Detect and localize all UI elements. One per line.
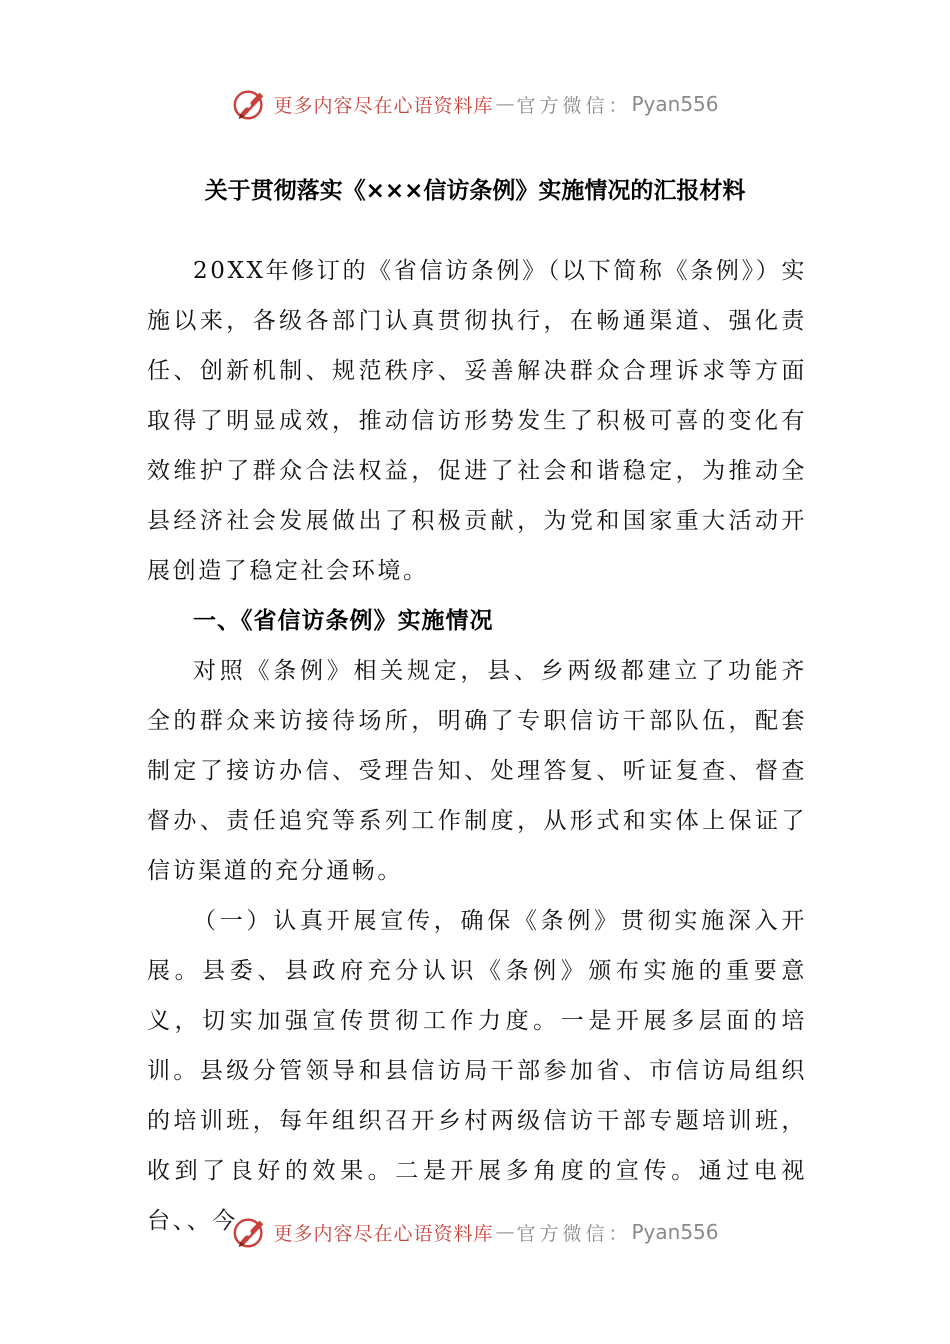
pen-logo-icon: [231, 1213, 269, 1251]
wechat-label: 官方微信：: [516, 1222, 632, 1245]
footer-watermark-banner: [0, 1212, 950, 1252]
section-heading: 一、《省信访条例》实施情况: [193, 608, 494, 634]
pen-logo-icon: [231, 85, 269, 123]
site-name-text: 更多内容尽在心语资料库: [273, 1222, 494, 1245]
document-body: [147, 246, 807, 1246]
wechat-id: Pyan556: [631, 1220, 719, 1244]
document-title: 关于贯彻落实《×××信访条例》实施情况的汇报材料: [204, 178, 746, 204]
paragraph-section-1: 对照《条例》相关规定，县、乡两级都建立了功能齐全的群众来访接待场所，明确了专职信访干部队伍，配套制定了接访办信、受理告知、处理答复、听证复查、督查督办、责任追究等系列工作制度，从形式和实体上保证了信访渠道的充分通畅。: [147, 658, 807, 884]
wechat-id: Pyan556: [631, 92, 719, 116]
paragraph-intro: 20XX年修订的《省信访条例》（以下简称《条例》）实施以来，各级各部门认真贯彻执行，在畅通渠道、强化责任、创新机制、规范秩序、妥善解决群众合理诉求等方面取得了明显成效，推动信访形势发生了积极可喜的变化有效维护了群众合法权益，促进了社会和谐稳定，为推动全县经济社会发展做出了积极贡献，为党和国家重大活动开展创造了稳定社会环境。: [147, 258, 807, 584]
site-name-text: 更多内容尽在心语资料库: [273, 94, 494, 117]
wechat-label: 官方微信：: [516, 94, 632, 117]
banner-dash: —: [495, 1221, 515, 1243]
paragraph-section-1-item-1: （一）认真开展宣传，确保《条例》贯彻实施深入开展。县委、县政府充分认识《条例》颁布实施的重要意义，切实加强宣传贯彻工作力度。一是开展多层面的培训。县级分管领导和县信访局干部参加省、市信访局组织的培训班，每年组织召开乡村两级信访干部专题培训班，收到了良好的效果。二是开展多角度的宣传。通过电视台、、今: [147, 908, 807, 1234]
banner-dash: —: [495, 93, 515, 115]
header-watermark-banner: [0, 84, 950, 124]
